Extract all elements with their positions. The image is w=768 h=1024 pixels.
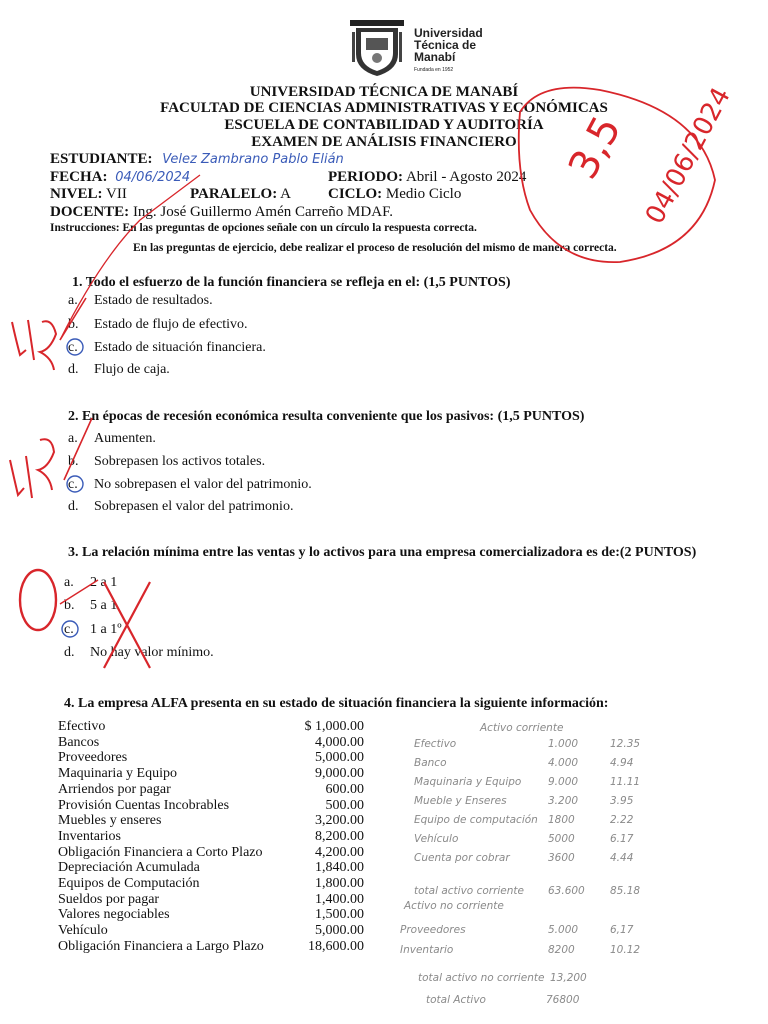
logo-line-3: Manabí [414,50,456,64]
q3-cross-mark [104,582,150,668]
option-text: Sobrepasen los activos totales. [94,454,266,469]
notes-value: 1800 [548,814,575,826]
notes-non-current-title: Activo no corriente [404,900,504,912]
q3-zero-mark [20,570,56,630]
instructions-text-1: En las preguntas de opciones señale con un círculo la respuesta correcta. [122,222,477,234]
notes-item: Inventario [400,944,454,956]
notes-value: 8200 [548,944,575,956]
notes-item: total activo corriente [414,885,525,897]
table-item: Efectivo [58,719,106,734]
table-item: Provisión Cuentas Incobrables [58,797,230,813]
table-amount: 5,000.00 [315,923,364,939]
level-value: VII [106,186,127,202]
table-item: Proveedores [58,750,128,766]
level-label: NIVEL: [50,186,103,202]
notes-value: 5.000 [548,924,579,936]
notes-value: 4.000 [548,757,579,769]
q1-score-mark [12,320,56,370]
question-number: 3. [68,545,79,560]
q2-score-mark [10,439,54,498]
table-amount: $ 1,000.00 [304,719,364,734]
table-item: Obligación Financiera a Largo Plazo [58,938,264,954]
table-item: Sueldos por pagar [58,891,160,907]
table-amount: 4,200.00 [315,844,364,860]
notes-value: 1.000 [548,738,579,750]
option-letter: d. [68,362,79,377]
table-amount: 1,800.00 [315,876,364,892]
period-label: PERIODO: [328,169,403,185]
option-letter: a. [68,431,78,446]
instructions-label: Instrucciones: [50,222,120,234]
instructions-line-2: En las preguntas de ejercicio, debe realizar el proceso de resolución del mismo de manera correcta. [133,242,617,254]
option-text: Estado de flujo de efectivo. [94,317,248,332]
header-exam: EXAMEN DE ANÁLISIS FINANCIERO [251,134,517,150]
header-school: ESCUELA DE CONTABILIDAD Y AUDITORÍA [224,117,544,133]
table-amount: 1,840.00 [315,860,364,876]
question-text: La empresa ALFA presenta en su estado de situación financiera la siguiente información: [78,696,609,711]
table-item: Obligación Financiera a Corto Plazo [58,844,263,860]
notes-pct: 3.95 [610,795,634,807]
notes-pct: 2.22 [610,814,634,826]
option-letter: b. [68,317,79,332]
notes-item: Maquinaria y Equipo [414,776,522,788]
notes-title: Activo corriente [480,722,564,734]
option-text: Sobrepasen el valor del patrimonio. [94,499,294,514]
option-letter: c. [68,340,78,355]
cycle-value: Medio Ciclo [385,186,462,202]
option-letter: a. [64,575,74,590]
notes-total-assets-label: total Activo [426,994,486,1006]
parallel-label: PARALELO: [190,186,278,202]
q3-answer-circle [62,621,78,637]
q2-answer-circle [67,476,83,492]
question-text: En épocas de recesión económica resulta conveniente que los pasivos: (1,5 PUNTOS) [82,409,585,424]
notes-pct: 10.12 [610,944,641,956]
table-item: Bancos [58,734,100,750]
notes-item: Equipo de computación [414,814,538,826]
table-amount: 3,200.00 [315,813,364,829]
notes-value: 3.200 [548,795,579,807]
notes-pct: 85.18 [610,885,641,897]
header-faculty: FACULTAD DE CIENCIAS ADMINISTRATIVAS Y ECONÓMICAS [160,100,608,116]
notes-pct: 6.17 [610,833,634,845]
table-item: Muebles y enseres [58,813,162,829]
period-value: Abril - Agosto 2024 [405,169,527,185]
notes-value: 5000 [548,833,575,845]
notes-total-assets-value: 76800 [546,994,580,1006]
notes-item: Cuenta por cobrar [414,852,510,864]
question-number: 2. [68,409,79,424]
date-value: 04/06/2024 [115,170,191,185]
table-amount: 600.00 [325,781,364,797]
option-text: No hay valor mínimo. [90,645,214,660]
table-item: Inventarios [58,828,121,844]
table-item: Equipos de Computación [58,876,200,892]
notes-item: Efectivo [414,738,457,750]
notes-pct: 6,17 [610,924,634,936]
option-text: 5 a 1 [90,598,118,613]
notes-total-non-current-value: 13,200 [550,972,587,984]
notes-value: 3600 [548,852,575,864]
option-text: 1 a 1º [90,622,122,637]
option-letter: b. [68,454,79,469]
option-letter: d. [64,645,75,660]
notes-pct: 4.94 [610,757,634,769]
option-letter: c. [68,477,78,492]
parallel-value: A [280,186,292,202]
table-amount: 4,000.00 [315,734,364,750]
table-item: Vehículo [58,923,108,939]
question-text: Todo el esfuerzo de la función financiera se refleja en el: (1,5 PUNTOS) [85,275,511,290]
notes-item: Proveedores [400,924,466,936]
option-letter: d. [68,499,79,514]
stamp-date: 04/06/2024 [640,82,737,230]
cycle-label: CICLO: [328,186,383,202]
q1-answer-circle [67,339,83,355]
teacher-value: Ing. José Guillermo Amén Carreño MDAF. [132,204,393,220]
question-number: 4. [64,696,75,711]
notes-value: 63.600 [548,885,585,897]
table-amount: 1,400.00 [315,891,364,907]
logo-founded: Fundada en 1952 [414,67,454,73]
option-text: No sobrepasen el valor del patrimonio. [94,477,312,492]
option-text: Estado de situación financiera. [94,340,266,355]
logo-line-2: Técnica de [414,38,477,52]
notes-item: Vehículo [414,833,459,845]
option-text: Estado de resultados. [94,293,213,308]
stamp-score: 3,5 [560,108,631,187]
table-amount: 18,600.00 [308,938,364,954]
option-letter: c. [64,622,74,637]
student-value: Velez Zambrano Pablo Elián [162,152,344,167]
notes-item: Banco [414,757,447,769]
table-amount: 8,200.00 [315,828,364,844]
teacher-label: DOCENTE: [50,204,130,220]
notes-item: Mueble y Enseres [414,795,507,807]
table-item: Valores negociables [58,907,170,923]
table-item: Arriendos por pagar [58,781,171,797]
date-label: FECHA: [50,169,108,185]
notes-value: 9.000 [548,776,579,788]
option-text: Aumenten. [94,431,156,446]
notes-pct: 4.44 [610,852,634,864]
header-university: UNIVERSIDAD TÉCNICA DE MANABÍ [249,84,519,100]
table-item: Depreciación Acumulada [58,860,200,876]
question-number: 1. [72,275,83,290]
option-text: Flujo de caja. [94,362,170,377]
option-text: 2 a 1 [90,575,118,590]
table-amount: 1,500.00 [315,907,364,923]
table-amount: 9,000.00 [315,766,364,782]
table-item: Maquinaria y Equipo [58,766,177,782]
notes-pct: 12.35 [610,738,641,750]
table-amount: 5,000.00 [315,750,364,766]
notes-total-non-current-label: total activo no corriente [418,972,545,984]
notes-pct: 11.11 [610,776,641,788]
option-letter: b. [64,598,75,613]
logo-line-1: Universidad [414,26,483,40]
student-label: ESTUDIANTE: [50,151,153,167]
question-text: La relación mínima entre las ventas y lo activos para una empresa comercializadora es de:(2 PUNTOS) [82,545,697,560]
option-letter: a. [68,293,78,308]
table-amount: 500.00 [325,797,364,813]
